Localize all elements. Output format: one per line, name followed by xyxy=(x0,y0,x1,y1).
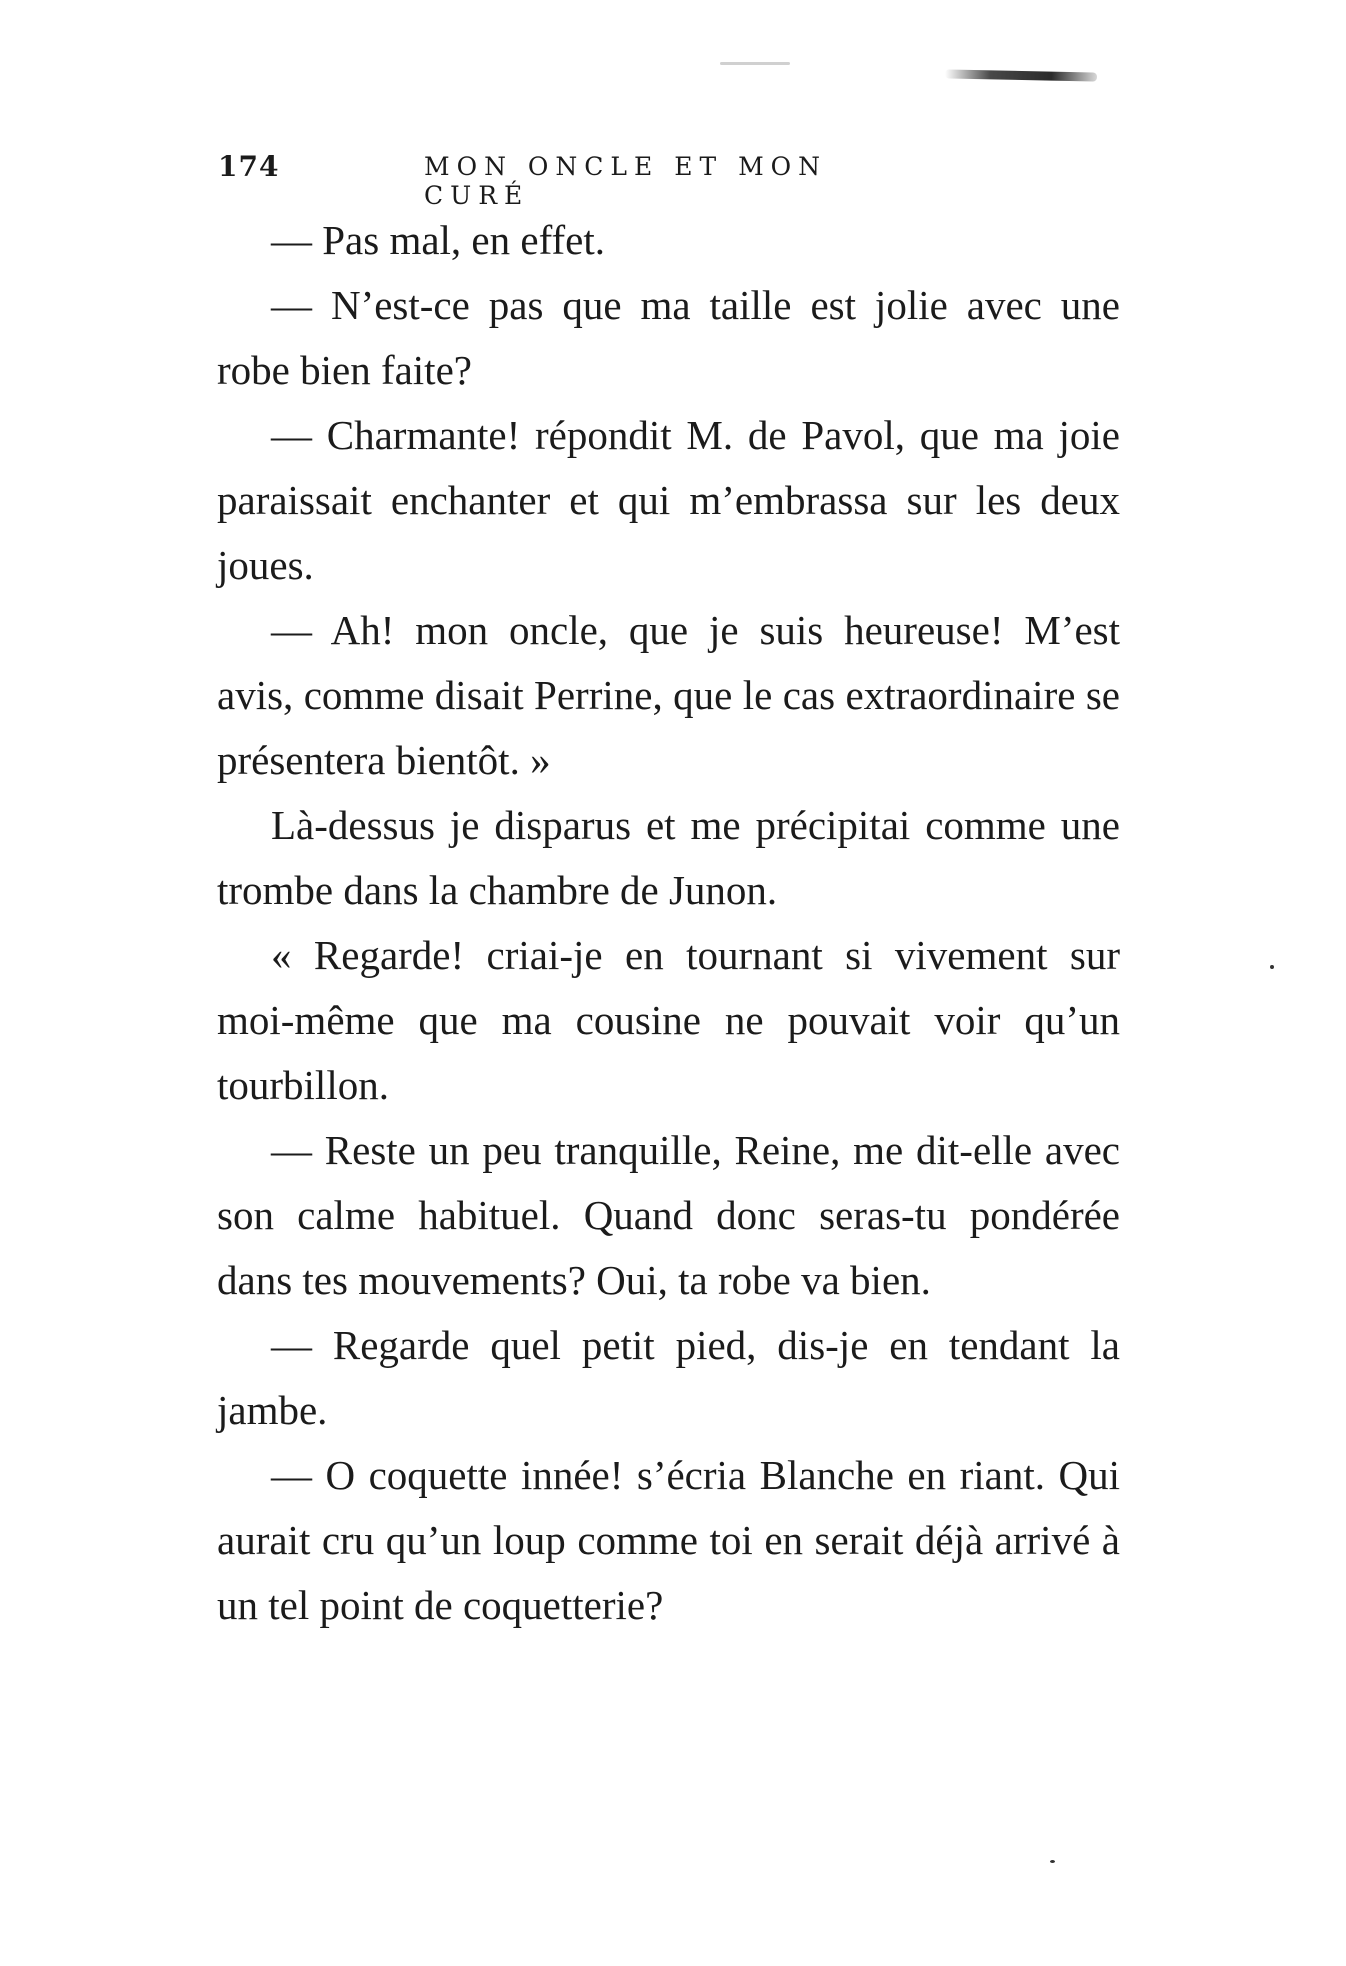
paragraph: — Pas mal, en effet. xyxy=(271,217,605,263)
ink-smudge xyxy=(720,62,790,65)
paragraph: « Regarde! criai-je en tournant si vivement sur moi-même que ma cousine ne pouvait voir qu’un tourbillon. xyxy=(217,932,1120,1108)
page-header xyxy=(218,150,918,210)
paragraph: — O coquette innée! s’écria Blanche en riant. Qui aurait cru qu’un loup comme toi en serait déjà arrivé à un tel point de coquetterie? xyxy=(217,1452,1120,1628)
paragraph: — Reste un peu tranquille, Reine, me dit-elle avec son calme habituel. Quand donc seras-tu pondérée dans tes mouvements? Oui, ta robe va bien. xyxy=(217,1127,1120,1303)
ink-smudge xyxy=(945,69,1097,81)
paragraph: — Charmante! répondit M. de Pavol, que ma joie paraissait enchanter et qui m’embrassa sur les deux joues. xyxy=(217,412,1120,588)
paragraph: — Regarde quel petit pied, dis-je en tendant la jambe. xyxy=(217,1322,1120,1433)
paragraph: — Ah! mon oncle, que je suis heureuse! M’est avis, comme disait Perrine, que le cas extraordinaire se présentera bientôt. » xyxy=(217,607,1120,783)
body-text xyxy=(217,208,1120,1638)
ink-speck xyxy=(1270,965,1274,969)
ink-speck xyxy=(1050,1860,1055,1863)
paragraph: Là-dessus je disparus et me précipitai comme une trombe dans la chambre de Junon. xyxy=(217,802,1120,913)
paragraph: — N’est-ce pas que ma taille est jolie avec une robe bien faite? xyxy=(217,282,1120,393)
page-number: 174 xyxy=(218,150,280,183)
running-title: MON ONCLE ET MON CURÉ xyxy=(424,152,828,210)
